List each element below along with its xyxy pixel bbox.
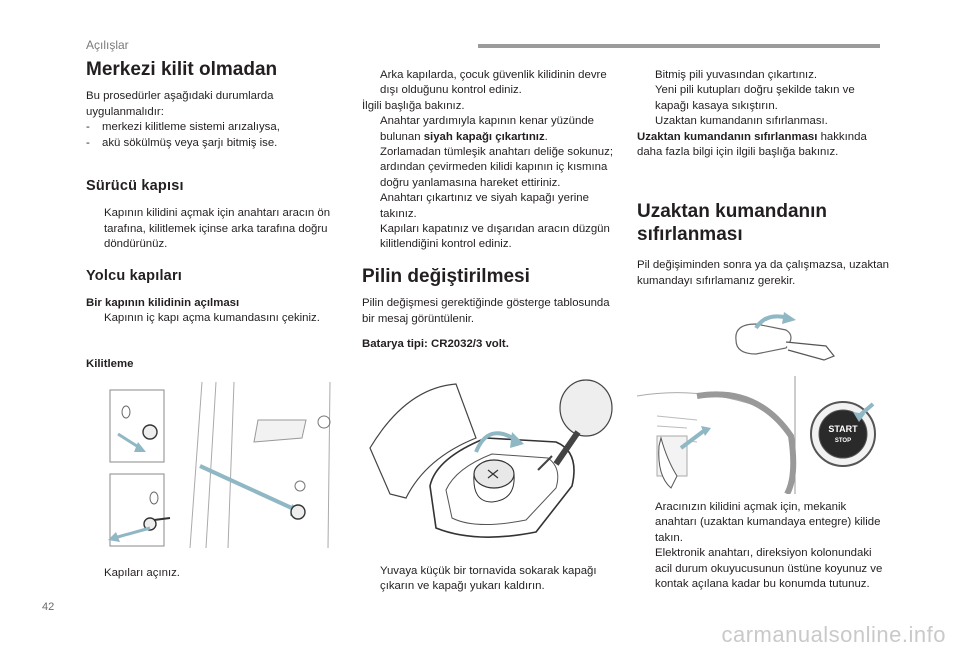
- list-item: - akü sökülmüş veya şarjı bitmiş ise.: [86, 136, 278, 149]
- start-stop-illustration: [637, 376, 891, 494]
- list-item: Yeni pili kutupları doğru şekilde takın ve kapağı kasaya sıkıştırın.: [655, 84, 855, 112]
- list-item: Aracınızın kilidini açmak için, mekanik anahtarı (uzaktan kumandaya entegre) kilide takın.: [655, 501, 881, 544]
- reset-intro: Pil değişiminden sonra ya da çalışmazsa, uzaktan kumandayı sıfırlamanız gerekir.: [637, 259, 889, 287]
- column-1: [86, 59, 346, 372]
- key-fob-illustration: [366, 378, 628, 544]
- column-3-steps: [637, 500, 889, 592]
- page-title: Merkezi kilit olmadan: [86, 59, 278, 80]
- reset-heading: Uzaktan kumandanın sıfırlanması: [637, 201, 828, 246]
- list-item: - merkezi kilitleme sistemi arızalıysa,: [86, 121, 280, 134]
- intro-text: Bu prosedürler aşağıdaki durumlarda uygulanmalıdır:: [86, 90, 274, 118]
- list-item: Zorlamadan tümleşik anahtarı deliğe sokunuz; ardından çevirmeden kilidi kapının iç kısmına doğru yanlamasına hareket ettiriniz.: [380, 146, 614, 189]
- remote-key-illustration: [726, 312, 848, 368]
- section-label: Açılışlar: [86, 38, 129, 52]
- list-item: Kapının kilidini açmak için anahtarı aracın ön tarafına, kilitlemek içinse arka tarafına doğru döndürünüz.: [104, 207, 331, 251]
- battery-type: Batarya tipi: CR2032/3 volt.: [362, 338, 509, 351]
- list-item: Kapının iç kapı açma kumandasını çekiniz.: [104, 312, 320, 325]
- start-label: START: [828, 424, 858, 434]
- reference-note: İlgili başlığa bakınız.: [362, 99, 465, 112]
- lock-label: Kilitleme: [86, 357, 134, 370]
- list-item: Bitmiş pili yuvasından çıkartınız.: [655, 69, 818, 81]
- passenger-doors-heading: Yolcu kapıları: [86, 267, 183, 284]
- list-item: Anahtarı çıkartınız ve siyah kapağı yerine takınız.: [380, 192, 589, 220]
- battery-heading: Pilin değiştirilmesi: [362, 265, 530, 287]
- list-item: Arka kapılarda, çocuk güvenlik kilidinin devre dışı olduğunu kontrol ediniz.: [380, 69, 607, 97]
- door-lock-illustration: [106, 382, 346, 548]
- list-item: Uzaktan kumandanın sıfırlanması.: [655, 115, 828, 128]
- page-number: 42: [42, 601, 55, 613]
- list-item: Anahtar yardımıyla kapının kenar yüzünde bulunan siyah kapağı çıkartınız.: [380, 115, 595, 143]
- driver-door-heading: Sürücü kapısı: [86, 178, 184, 195]
- battery-intro: Pilin değişmesi gerektiğinde gösterge tablosunda bir mesaj görüntülenir.: [362, 297, 610, 325]
- list-item: Kapıları kapatınız ve dışarıdan aracın düzgün kilitlendiğini kontrol ediniz.: [380, 223, 610, 251]
- header-rule: [478, 44, 880, 48]
- watermark: carmanualsonline.info: [721, 622, 946, 647]
- list-item: Elektronik anahtarı, direksiyon kolonundaki acil durum okuyucusunun üstüne koyunuz ve kontak açılana kadar bu konumda tutunuz.: [655, 547, 883, 591]
- unlock-label: Bir kapının kilidinin açılması: [86, 297, 240, 310]
- column-2: [362, 68, 624, 353]
- list-item: Yuvaya küçük bir tornavida sokarak kapağı çıkarın ve kapağı yukarı kaldırın.: [380, 565, 597, 593]
- column-3: [637, 68, 889, 289]
- list-item: Kapıları açınız.: [104, 567, 180, 579]
- reference-note: Uzaktan kumandanın sıfırlanması hakkında daha fazla bilgi için ilgili başlığa bakınız.: [637, 130, 867, 159]
- stop-label: STOP: [834, 438, 852, 444]
